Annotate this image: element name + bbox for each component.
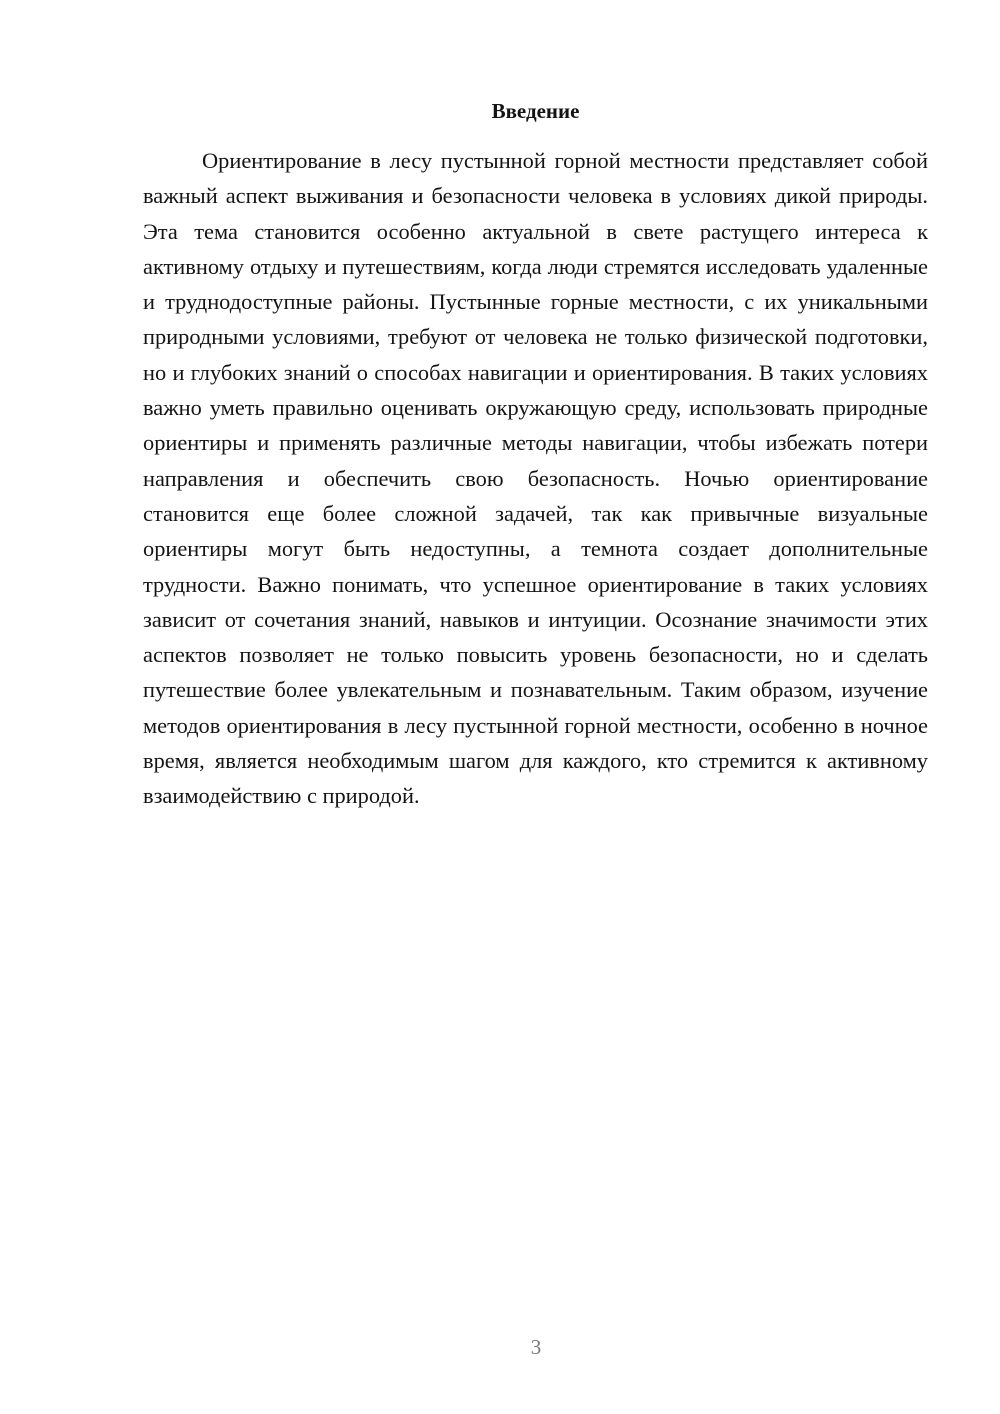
section-heading: Введение: [491, 99, 580, 123]
page-number: 3: [530, 1335, 542, 1359]
body-paragraph: Ориентирование в лесу пустынной горной местности представляет собой важный аспект выживания и безопасности человека в условиях дикой природы. Эта тема становится особенно актуальной в свете растущего интереса к активному отдыху и путешествиям, когда люди стремятся исследовать удаленные и труднодоступные районы. Пустынные горные местности, с их уникальными природными условиями, требуют от человека не только физической подготовки, но и глубоких знаний о способах навигации и ориентирования. В таких условиях важно уметь правильно оценивать окружающую среду, использовать природные ориентиры и применять различные методы навигации, чтобы избежать потери направления и обеспечить свою безопасность. Ночью ориентирование становится еще более сложной задачей, так как привычные визуальные ориентиры могут быть недоступны, а темнота создает дополнительные трудности. Важно понимать, что успешное ориентирование в таких условиях зависит от сочетания знаний, навыков и интуиции. Осознание значимости этих аспектов позволяет не только повысить уровень безопасности, но и сделать путешествие более увлекательным и познавательным. Таким образом, изучение методов ориентирования в лесу пустынной горной местности, особенно в ночное время, является необходимым шагом для каждого, кто стремится к активному взаимодействию с природой.: [143, 148, 928, 809]
